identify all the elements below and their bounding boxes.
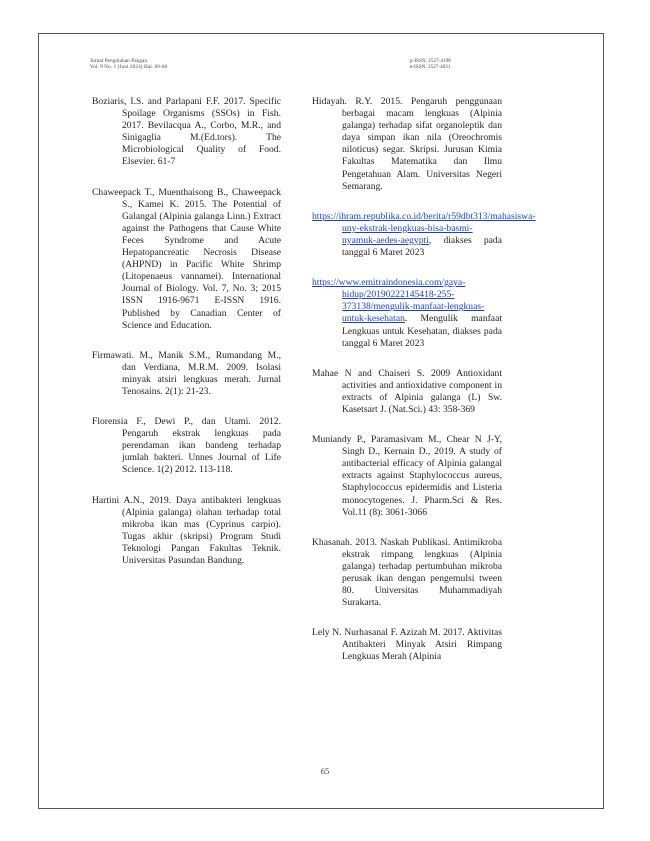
reference-khasanah: Khasanah. 2013. Naskah Publikasi. Antimikroba ekstrak rimpang lengkuas (Alpinia galanga) terhadap pertumbuhan mikroba perusak ikan dengan pengemulsi tween 80. Universitas Muhammadiyah Surakarta. — [312, 536, 502, 609]
reference-hidayah: Hidayah. R.Y. 2015. Pengaruh penggunaan berbagai macam lengkuas (Alpinia galanga) terhadap sifat organoleptik dan daya simpan ikan nila (Oreochromis niloticus) segar. Skripsi. Jurusan Kimia Fakultas Matematika dan Ilmu Pengetahuan Alam. Universitas Negeri Semarang. — [312, 96, 502, 192]
references-right-column — [312, 96, 536, 664]
reference-firmawati: Firmawati. M., Manik S.M., Rumandang M., dan Verdiana, M.R.M. 2009. Isolasi minyak atsiri lengkuas merah. Jurnal Tenosains. 2(1): 21-23. — [92, 349, 281, 397]
journal-header — [90, 58, 167, 70]
journal-volume: Vol. 9 No. 1 (Juni 2024) Hal. 60-68 — [90, 64, 168, 71]
reference-lely: Lely N. Nurhasanal F. Azizah M. 2017. Aktivitas Antibakteri Minyak Atsiri Rimpang Lengkuas Merah (Alpinia — [312, 627, 502, 663]
reference-emitra — [312, 277, 502, 350]
reference-chaweepack: Chaweepack T., Muenthaisong B., Chaweepack S., Kamei K. 2015. The Potential of Galangal (Alpinia galanga Linn.) Extract against the Pathogens that Cause White Feces Syndrome and Acute Hepatopancreatic Necrosis Disease (AHPND) in Pacific White Shrimp (Litopenaeus vannamei). International Journal of Biology. Vol. 7, No. 3; 2015 ISSN 1916-9671 E-ISSN 1916. Published by Canadian Center of Science and Education. — [92, 186, 281, 331]
reference-hartini: Hartini A.N., 2019. Daya antibakteri lengkuas (Alpinia galanga) olahan terhadap total mikroba ikan mas (Cyprinus carpio). Tugas akhir (skripsi) Program Studi Teknologi Pangan Fakultas Teknik. Universitas Pasundan Bandung. — [92, 494, 281, 566]
reference-mahae: Mahae N and Chaiseri S. 2009 Antioxidant activities and antioxidative component in extracts of Alpinia galanga (L) Sw. Kasetsart J. (Nat.Sci.) 43: 358-369 — [312, 367, 502, 415]
reference-florensia: Florensia F., Dewi P., dan Utami. 2012. Pengaruh ekstrak lengkuas pada perendaman ikan bandeng terhadap jumlah bakteri. Unnes Journal of Life Science. 1(2) 2012. 113-118. — [92, 416, 281, 476]
issn-electronic: e-ISSN: 2527-4031 — [410, 64, 451, 71]
reference-muniandy: Muniandy P., Paramasivam M., Chear N J-Y, Singh D., Kernain D., 2019. A study of antibacterial efficacy of Alpinia galangal extracts against Staphylococcus aureus, Staphylococcus epidermidis and Listeria monocytogenes. J. Pharm.Sci & Res. Vol.11 (8): 3061-3066 — [312, 434, 502, 518]
emitra-access-note: . Mengulik manfaat Lengkuas untuk Kesehatan, diakses pada tanggal 6 Maret 2023 — [342, 313, 502, 349]
republika-access-note: , diakses pada tanggal 6 Maret 2023 — [342, 234, 502, 259]
reference-republika — [312, 210, 536, 259]
issn-print: p-ISSN: 2527-4198 — [410, 58, 451, 64]
journal-title: Jurnal Pengolahan Pangan — [90, 58, 148, 64]
republika-link[interactable]: https://ihram.republika.co.id/berita/r59dbt313/mahasiswa-uny-ekstrak-lengkuas-bisa-basmi-nyamuk-aedes-aegypti — [312, 210, 536, 246]
page-number: 65 — [320, 766, 330, 776]
emitra-link[interactable]: https://www.emitraindonesia.com/gaya-hidup/20190222145418-255-373138/mengulik-manfaat-lengkuas-untuk-kesehatan — [312, 277, 485, 325]
issn-header — [410, 58, 451, 70]
references-left-column — [92, 96, 281, 567]
reference-boziaris: Boziaris, I.S. and Parlapani F.F. 2017. Specific Spoilage Organisms (SSOs) in Fish. 2017. Bevilacqua A., Corbo, M.R., and Sinigaglia M.(Ed.tors). The Microbiological Quality of Food. Elsevier. 61-7 — [92, 96, 281, 168]
